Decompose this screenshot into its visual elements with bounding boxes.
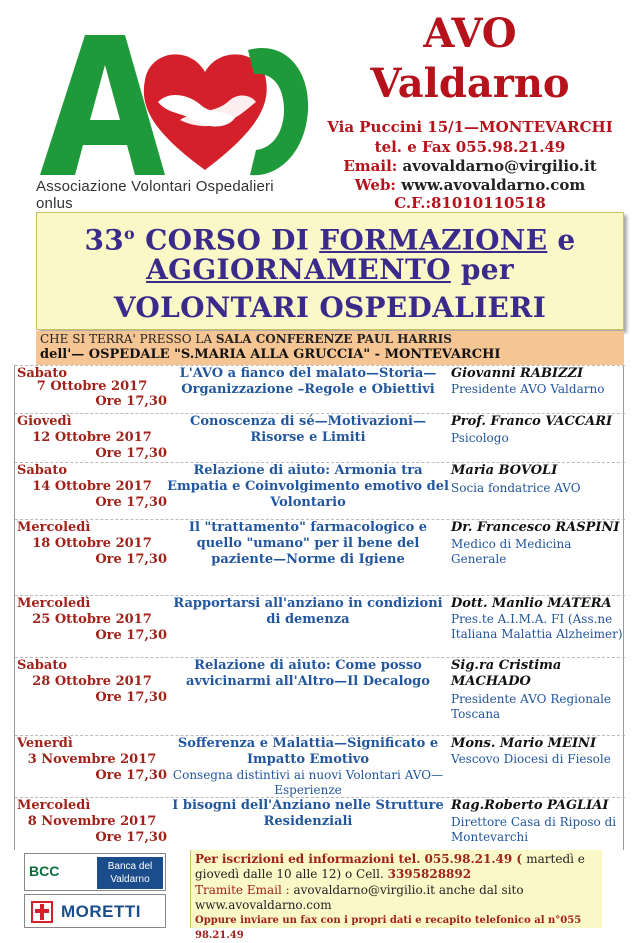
session-speaker-role: Medico di Medicina Generale	[451, 537, 572, 566]
info-email-link[interactable]: avovaldarno@virgilio.it	[293, 883, 435, 897]
location-bar	[36, 331, 624, 365]
session-topic: Conoscenza di sé—Motivazioni—Risorse e Limiti	[190, 414, 426, 445]
moretti-name: MORETTI	[61, 902, 141, 921]
session-topic: I bisogni dell'Anziano nelle Strutture Residenziali	[172, 798, 444, 829]
session-date: 25 Ottobre 2017	[32, 612, 152, 627]
info-line-5: Oppure inviare un fax con i propri dati e recapito telefonico al n°055 98.21.49	[195, 915, 582, 941]
info-line-4	[195, 898, 601, 913]
bcc-logo-text: BCC	[29, 863, 60, 879]
session-time: Ore 17,30	[95, 446, 167, 461]
session-speaker: Dr. Francesco RASPINI	[451, 520, 620, 535]
session-date: 3 Novembre 2017	[27, 752, 157, 767]
location-line-2: dell'— OSPEDALE "S.MARIA ALLA GRUCCIA" - MONTEVARCHI	[40, 347, 501, 362]
session-day: Sabato	[17, 463, 68, 478]
sponsor-moretti	[24, 894, 166, 928]
session-topic: Relazione di aiuto: Come posso avvicinarmi all'Altro—Il Decalogo	[186, 658, 430, 689]
title-line-3: VOLONTARI OSPEDALIERI	[113, 291, 547, 324]
session-speaker-role: Presidente AVO Regionale Toscana	[451, 692, 612, 721]
session-date: 28 Ottobre 2017	[32, 674, 152, 689]
session-speaker: Rag.Roberto PAGLIAI	[451, 798, 609, 813]
address: Via Puccini 15/1—MONTEVARCHI	[327, 118, 613, 136]
session-day: Sabato	[17, 366, 68, 381]
session-speaker: Maria BOVOLI	[451, 463, 558, 478]
bcc-bank-name: Banca del Valdarno	[97, 857, 163, 889]
session-date: 12 Ottobre 2017	[32, 430, 152, 445]
course-title-box	[36, 212, 624, 330]
session-topic: L'AVO a fianco del malato—Storia—Organizzazione –Regole e Obiettivi	[179, 366, 437, 397]
session-row	[15, 595, 625, 657]
session-time: Ore 17,30	[95, 768, 167, 783]
session-topic: Rapportarsi all'anziano in condizioni di demenza	[173, 596, 443, 627]
sponsor-bcc	[24, 853, 166, 891]
session-speaker-role: Socia fondatrice AVO	[451, 481, 581, 495]
phone: tel. e Fax 055.98.21.49	[374, 138, 566, 156]
session-row	[15, 735, 625, 797]
session-date: 14 Ottobre 2017	[32, 479, 152, 494]
session-speaker: Dott. Manlio MATERA	[451, 596, 612, 611]
schedule-table	[14, 365, 624, 850]
session-date: 7 Ottobre 2017	[36, 379, 148, 394]
session-day: Mercoledì	[17, 520, 91, 535]
email-link[interactable]: avovaldarno@virgilio.it	[402, 157, 597, 175]
info-line-1: Per iscrizioni ed informazioni tel. 055.98.21.49 ( martedì e	[195, 852, 585, 866]
session-speaker-role: Direttore Casa di Riposo di Montevarchi	[451, 815, 617, 844]
registration-info	[190, 850, 602, 941]
session-time: Ore 17,30	[95, 495, 167, 510]
title-line-2: AGGIORNAMENTO per	[146, 253, 514, 286]
location-line-1: CHE SI TERRA' PRESSO LA SALA CONFERENZE PAUL HARRIS	[40, 332, 452, 346]
session-speaker: Sig.ra Cristima MACHADO	[451, 658, 562, 689]
session-row	[15, 413, 625, 462]
info-web-link[interactable]: www.avovaldarno.com	[195, 898, 332, 912]
session-time: Ore 17,30	[95, 830, 167, 845]
email-line	[320, 157, 620, 176]
session-speaker-role: Psicologo	[451, 431, 509, 445]
session-topic: Sofferenza e Malattia—Significato e Impatto Emotivo	[177, 736, 439, 767]
org-name-line1: AVO	[423, 10, 517, 57]
session-topic: Il "trattamento" farmacologico e quello "umano" per il bene del paziente—Norme di Igiene	[188, 520, 428, 567]
logo-subtitle: Associazione Volontari Ospedalieri onlus	[36, 178, 274, 212]
title-line-1: 33$^o$ CORSO DI FORMAZIONE e	[84, 223, 576, 257]
session-speaker-role: Vescovo Diocesi di Fiesole	[451, 752, 611, 766]
session-speaker: Mons. Mario MEINI	[451, 736, 597, 751]
web-link[interactable]: www.avovaldarno.com	[401, 176, 586, 194]
session-speaker: Giovanni RABIZZI	[451, 366, 584, 381]
session-time: Ore 17,30	[95, 394, 167, 409]
email-label: Email:	[343, 157, 403, 175]
session-day: Venerdì	[17, 736, 73, 751]
session-speaker: Prof. Franco VACCARI	[451, 414, 613, 429]
session-time: Ore 17,30	[95, 690, 167, 705]
session-day: Sabato	[17, 658, 68, 673]
info-line-3: Tramite Email : avovaldarno@virgilio.it anche dal sito	[195, 883, 524, 897]
web-label: Web:	[354, 176, 402, 194]
session-row	[15, 365, 625, 413]
tax-code: C.F.:81010110518	[394, 194, 546, 212]
session-row	[15, 519, 625, 595]
session-date: 8 Novembre 2017	[27, 814, 157, 829]
session-speaker-role: Pres.te A.I.M.A. FI (Ass.ne Italiana Malattia Alzheimer)	[451, 612, 623, 641]
web-line	[320, 176, 620, 195]
session-day: Mercoledì	[17, 596, 91, 611]
session-row	[15, 797, 625, 850]
session-speaker-role: Presidente AVO Valdarno	[451, 382, 605, 396]
info-line-2: giovedì dalle 10 alle 12) o Cell. 3395828892	[195, 867, 472, 881]
caduceus-icon	[29, 899, 55, 925]
session-day: Mercoledì	[17, 798, 91, 813]
org-name-line2: Valdarno	[370, 60, 570, 107]
session-subtopic: Consegna distintivi ai nuovi Volontari AVO—Esperienze	[172, 768, 444, 797]
session-row	[15, 657, 625, 735]
session-time: Ore 17,30	[95, 628, 167, 643]
session-day: Giovedì	[17, 414, 72, 429]
session-row	[15, 462, 625, 519]
session-date: 18 Ottobre 2017	[32, 536, 152, 551]
session-time: Ore 17,30	[95, 552, 167, 567]
session-topic: Relazione di aiuto: Armonia tra Empatia e Coinvolgimento emotivo del Volontario	[167, 463, 449, 510]
